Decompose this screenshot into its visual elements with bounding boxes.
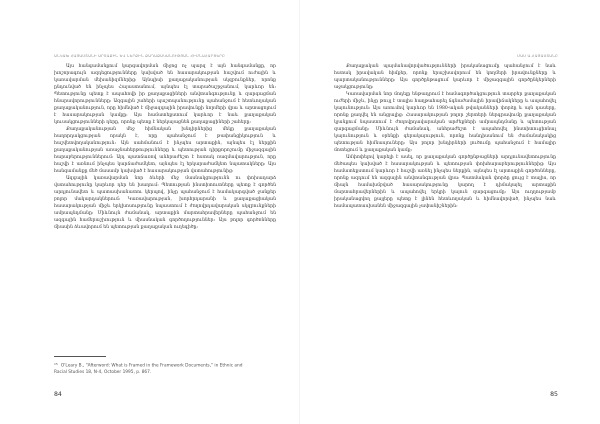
right-page-number: 85	[550, 391, 558, 398]
footnote	[54, 361, 254, 377]
right-paragraph-1: Քաղաքական պայմանավորվածությունների իրականացումը պահանջում է նաև հստակ իրավական հիմքեր, որոնք երաշխավորում են կողմերի իրավունքները և պարտականությունները։ Այս գործընթացում կարևոր է միջազգային գործընկերների աջակցությունը։	[334, 64, 556, 91]
right-paragraph-3: Ամփոփելով կարելի է ասել, որ քաղաքական գործընթացների արդյունավետությունը մեծապես կախված է հասարակության և պետության փոխհարաբերություններից։ Այս համատեքստում կարևոր է հաշվի առնել ինչպես ներքին, այնպես էլ արտաքին գործոնները, որոնք ազդում են ազգային անվտանգության վրա։ Պատմական փորձը ցույց է տալիս, որ միայն համախմբված հասարակությունը կարող է դիմակայել արտաքին մարտահրավերներին և ապահովել երկրի կայուն զարգացումը։ Այս ուղղությամբ իրականացվող քայլերը պետք է լինեն հետևողական և հիմնավորված, ինչպես նաև համապատասխանեն միջազգային չափանիշներին։	[334, 155, 556, 210]
right-paragraph-2: Կառավարման նոր մոդելը ենթադրում է համագործակցություն տարբեր քաղաքական ուժերի միջև, ինչը թույլ է տալիս հաղթահարել ճգնաժամային իրավիճակները և ապահովել կայունություն։ Այս առումով կարևոր են 1980-ական թվականների փորձը և այն դասերը, որոնք քաղվել են անցյալից։ Հասարակության բոլոր շերտերի ներգրավումը քաղաքական կյանքում նպաստում է ժողովրդավարական արժեքների ամրապնդմանը և պետության զարգացմանը։ Միևնույն ժամանակ, անհրաժեշտ է ապահովել ինստիտուցիոնալ կայունություն և օրենքի գերակայություն, որոնք հանդիսանում են ժամանակակից պետության հիմնասյուները։ Այս բոլոր խնդիրների լուծումը պահանջում է համալիր մոտեցում և քաղաքական կամք։	[334, 92, 556, 154]
left-running-head: ԱՆԿԱԽ ՀԱՅԱՍՏԱՆԻ ԱՐՏԱՔԻՆ ԵՎ ՆԵՐՔԻՆ ՔԱՂԱՔԱԿԱՆՈՒԹՅԱՆ ՀԻՄՆԱՀԱՐՑԵՐԸ	[54, 54, 225, 58]
footnote-marker: 15	[54, 362, 58, 366]
right-page	[300, 0, 600, 424]
footnote-separator	[54, 356, 106, 357]
left-paragraph-3: Ազգային կառավարման նոր ձևերի մեջ մասնակցությունն ու փոխադարձ վստահությունը կարևոր դեր են խաղում։ Պետության ինստիտուտները պետք է գործեն արդյունավետ և պատասխանատու կերպով, ինչը պահանջում է համակարգված ջանքեր բոլոր մակարդակներում։ Կառավարության, խորհրդարանի և քաղաքացիական հասարակության միջև երկխոսությունը նպաստում է ժողովրդավարական սկզբունքների ամրապնդմանը։ Միևնույն ժամանակ, արտաքին մարտահրավերները պահանջում են ազգային համերաշխություն և միասնական գործողություններ։ Այս բոլոր գործոնները միասին ձևավորում են պետության քաղաքական ուղեգիծը։	[54, 176, 276, 231]
left-paragraph-1: Այս հանգամանքում կարգավորման միջոց ոչ պարզ է այն հանգամանքը, որ խոշորագույն ազդեցությունները կախված են հասարակության հաշվում ուժային և կառավարման մեխանիզմներից։ Այնպիսի քաղաքականության սկզբունքներ, որոնք ընդունված են ինչպես Հայաստանում, այնպես էլ տարածաշրջանում, կարևոր են։ Պետությունը պետք է ապահովի իր քաղաքացիների անվտանգությունը և զարգացման հնարավորությունները։ Ազգային շահերի պաշտպանությունը պահանջում է հետևողական քաղաքականություն, որը հիմնված է միջազգային իրավունքի նորմերի վրա և արտացոլում է հասարակության կամքը։ Այս համատեքստում կարևոր է նաև քաղաքական կուսակցությունների դերը, որոնք պետք է ներկայացնեն քաղաքացիների շահերը։	[54, 64, 276, 126]
right-running-head: ՄԱՍ Ա.ՀԱՅԱՍՏԱՆԸ	[517, 54, 558, 58]
left-page-number: 84	[54, 391, 62, 398]
right-body-text	[334, 63, 556, 210]
footnote-text: O'Leary B., "Afterword: What is Framed in the Framework Documents," in Ethnic and Racial Studies 18, N-4, October 1995, p. 867.	[54, 363, 243, 375]
left-paragraph-2: Քաղաքականության մեջ հիմնական խնդիրներից մեկը քաղաքական հաղորդակցության որակն է, որը պահանջում է թափանցիկություն և հաշվետվողականություն։ Այն սահմանում է ինչպես արտաքին, այնպես էլ ներքին քաղաքականության առաջնահերթությունները և պետության դիրքորոշումը միջազգային հարաբերություններում։ Այդ պատճառով անհրաժեշտ է հստակ ռազմավարություն, որը հաշվի է առնում ինչպես կարճաժամկետ, այնպես էլ երկարաժամկետ նպատակները։ Այս հանգամանքը մեծ մասամբ կախված է հասարակության վստահությունից։	[54, 127, 276, 175]
left-body-text	[54, 63, 276, 231]
